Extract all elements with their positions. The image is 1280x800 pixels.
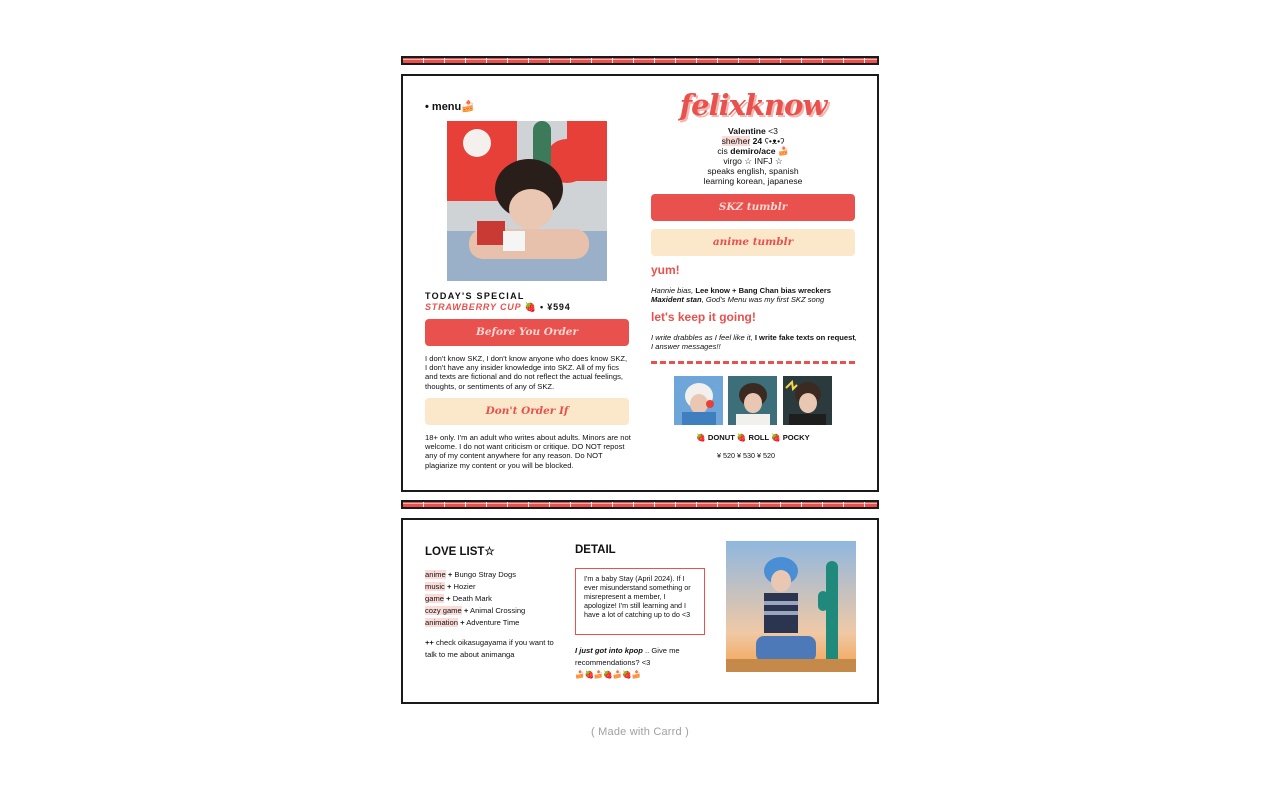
before-you-order-text: I don't know SKZ, I don't know anyone who does know SKZ, I don't have any insider knowledge into SKZ. All of my fics and texts are fictional and do not reflect the actual feelings, thoughts, or sentiments of any of SKZ. (425, 354, 628, 391)
cake-strawberry-icons: 🍰🍓🍰🍓🍰🍓🍰 (575, 670, 642, 679)
strawberry-icon: 🍓 (524, 302, 537, 312)
profile-info (651, 126, 855, 186)
list-item: anime + Bungo Stray Dogs (425, 570, 517, 579)
middle-decorative-strip (401, 500, 879, 509)
profile-languages-line: speaks english, spanish (707, 166, 799, 176)
yum-heading: yum! (651, 263, 680, 277)
profile-learning-line: learning korean, japanese (703, 176, 803, 186)
writing-info-text: I write drabbles as I feel like it, I write fake texts on request, I answer messages!! (651, 333, 857, 352)
love-list-note: ++ check oikasugayama if you want to talk to me about animanga (425, 638, 554, 659)
dont-order-if-text: 18+ only. I'm an adult who writes about adults. Minors are not welcome. I do not want criticism or critique. DO NOT repost any of my content anywhere for any reason. Do NOT plagiarize my content or you will be blocked. (425, 433, 631, 470)
todays-special-label: TODAY'S SPECIAL (425, 291, 525, 301)
profile-pronouns-line: she/her 24 ʕ•ᴥ•ʔ (721, 136, 785, 146)
made-with-carrd-link[interactable]: ( Made with Carrd ) (591, 726, 689, 738)
menu-items-list: 🍓 DONUT 🍓 ROLL 🍓 POCKY (696, 433, 810, 442)
bias-text: Hannie bias, Lee know + Bang Chan bias wreckers Maxident stan, God's Menu was my first SKZ song (651, 286, 832, 305)
todays-special-item (425, 302, 571, 313)
top-decorative-strip (401, 56, 879, 65)
detail-box: I'm a baby Stay (April 2024). If I ever misunderstand something or misrepresent a member, I apologize! I'm still learning and I have a lot of catching up to do <3 (575, 568, 705, 635)
love-list-card (401, 518, 879, 704)
skz-tumblr-button[interactable]: SKZ tumblr (651, 194, 855, 221)
profile-name-line: Valentine <3 (728, 126, 778, 136)
special-item-name: STRAWBERRY CUP (425, 302, 522, 312)
before-you-order-button[interactable]: Before You Order (425, 319, 629, 346)
list-item: animation + Adventure Time (425, 618, 520, 627)
anime-tumblr-button[interactable]: anime tumblr (651, 229, 855, 256)
dont-order-if-button[interactable]: Don't Order If (425, 398, 629, 425)
roll-thumbnail[interactable] (728, 376, 777, 425)
love-list (425, 569, 525, 629)
dashed-divider (651, 361, 855, 364)
keep-going-heading: let's keep it going! (651, 310, 756, 324)
detail-note: I just got into kpop .. Give me recommendations? <3 🍰🍓🍰🍓🍰🍓🍰 (575, 646, 680, 679)
love-list-title: LOVE LIST☆ (425, 546, 495, 558)
profile-photo (447, 121, 607, 281)
detail-title: DETAIL (575, 544, 616, 556)
donut-thumbnail[interactable] (674, 376, 723, 425)
list-item: game + Death Mark (425, 594, 492, 603)
profile-sign-line: virgo ☆ INFJ ☆ (723, 156, 783, 166)
menu-heading: • menu🍰 (425, 101, 475, 113)
site-logo: felixknow (679, 88, 827, 122)
list-item: music + Hozier (425, 582, 476, 591)
special-price: • ¥594 (540, 302, 571, 312)
profile-identity-line: cis demiro/ace 🍰 (717, 146, 789, 156)
pocky-thumbnail[interactable] (783, 376, 832, 425)
list-item: cozy game + Animal Crossing (425, 606, 526, 615)
menu-prices: ¥ 520 ¥ 530 ¥ 520 (717, 451, 775, 460)
menu-card (401, 74, 879, 492)
love-list-photo (726, 541, 856, 672)
